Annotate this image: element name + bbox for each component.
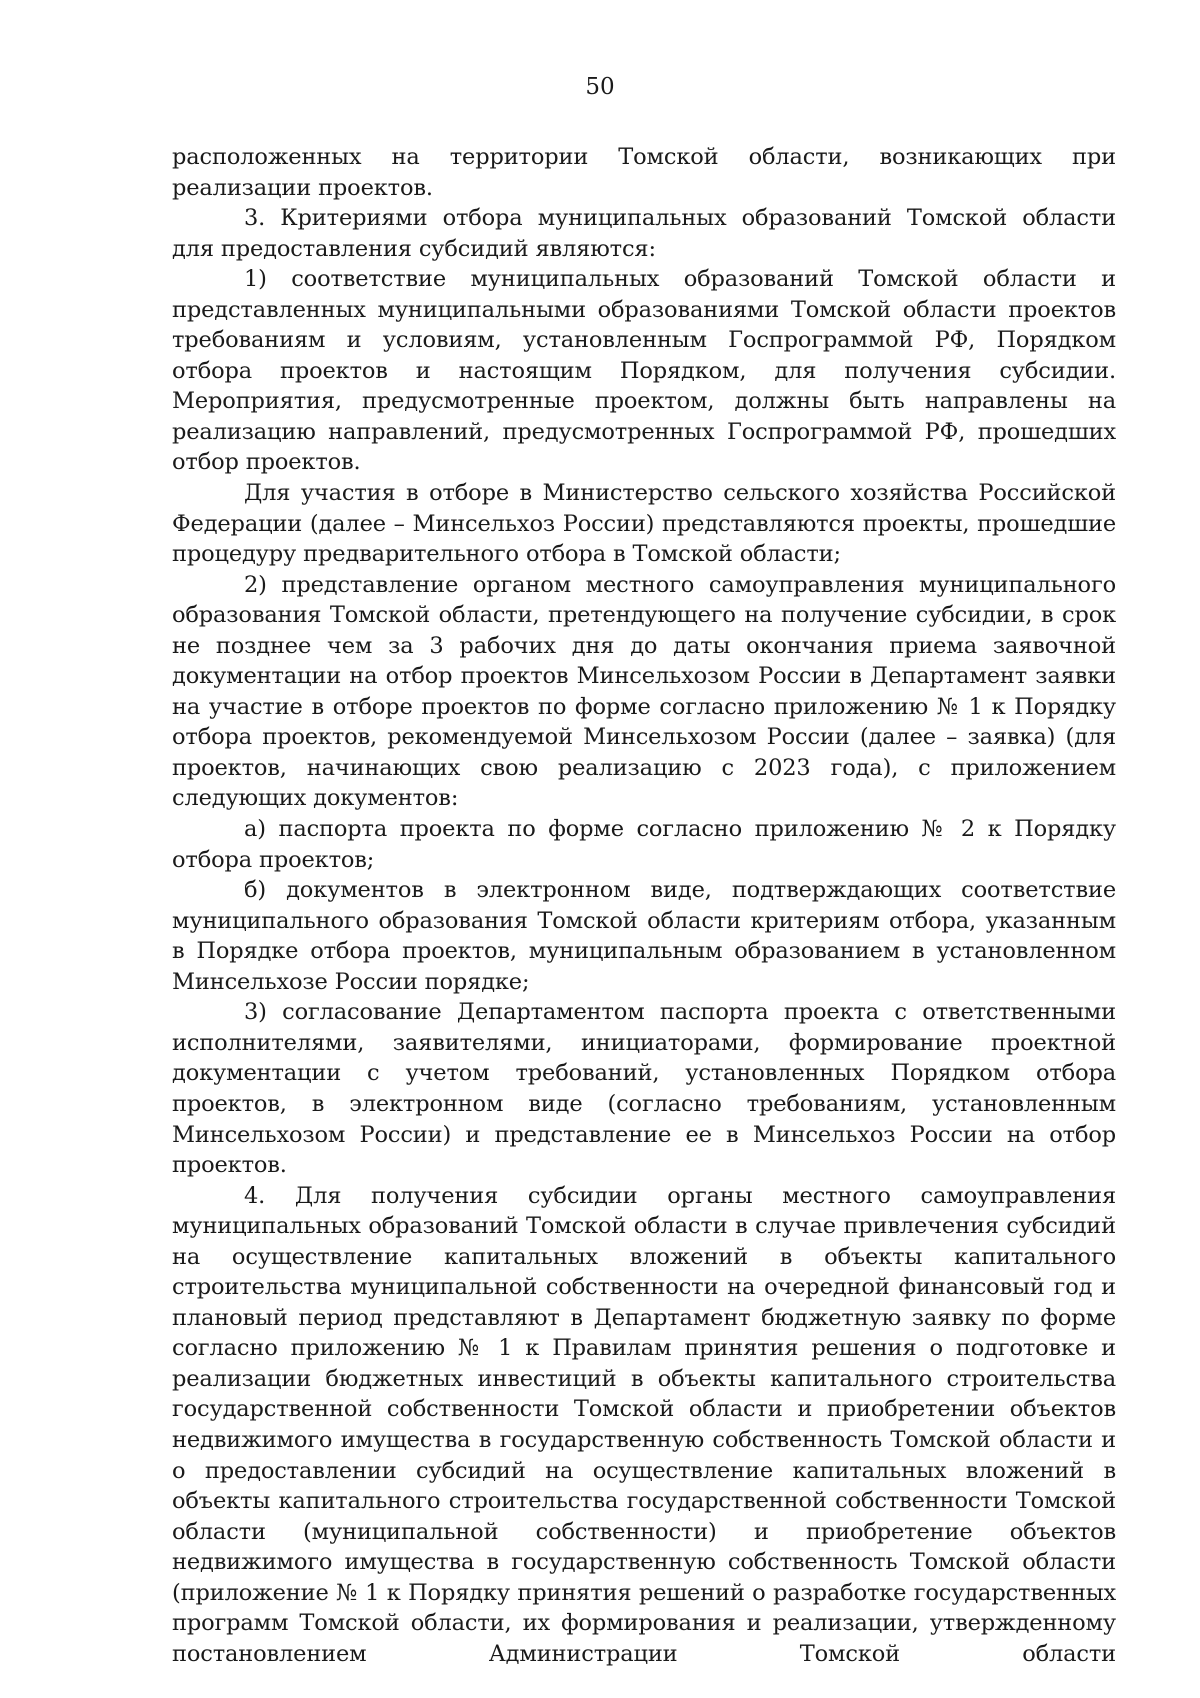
paragraph-item-3-criteria: 3. Критериями отбора муниципальных образований Томской области для предоставления субсидий являются: [172,205,1116,262]
paragraph-item-4-budget-request: 4. Для получения субсидии органы местного самоуправления муниципальных образований Томской области в случае привлечения субсидий на осуществление капитальных вложений в объекты капитального строительства муниципальной собственности на очередной финансовый год и плановый период представляют в Департамент бюджетную заявку по форме согласно приложению № 1 к Правилам принятия решения о подготовке и реализации бюджетных инвестиций в объекты капитального строительства государственной собственности Томской области и приобретении объектов недвижимого имущества в государственную собственность Томской области и о предоставлении субсидий на осуществление капитальных вложений в объекты капитального строительства государственной собственности Томской области (муниципальной собственности) и приобретение объектов недвижимого имущества в государственную собственность Томской области (приложение № 1 к Порядку принятия решений о разработке государственных программ Томской области, их формирования и реализации, утвержденному постановлением Администрации Томской области [172,1182,1116,1667]
paragraph-subitem-a-passport: а) паспорта проекта по форме согласно приложению № 2 к Порядку отбора проектов; [172,816,1116,873]
paragraph-participation: Для участия в отборе в Министерство сельского хозяйства Российской Федерации (далее – Минсельхоз России) представляются проекты, прошедшие процедуру предварительного отбора в Томской области; [172,480,1116,568]
paragraph-subitem-2-submission: 2) представление органом местного самоуправления муниципального образования Томской области, претендующего на получение субсидии, в срок не позднее чем за 3 рабочих дня до даты окончания приема заявочной документации на отбор проектов Минсельхозом России в Департамент заявки на участие в отборе проектов по форме согласно приложению № 1 к Порядку отбора проектов, рекомендуемой Минсельхозом России (далее – заявка) (для проектов, начинающих свою реализацию с 2023 года), с приложением следующих документов: [172,571,1116,812]
paragraph-subitem-1-compliance: 1) соответствие муниципальных образований Томской области и представленных муниципальными образованиями Томской области проектов требованиям и условиям, установленным Госпрограммой РФ, Порядком отбора проектов и настоящим Порядком, для получения субсидии. Мероприятия, предусмотренные проектом, должны быть направлены на реализацию направлений, предусмотренных Госпрограммой РФ, прошедших отбор проектов. [172,266,1116,476]
paragraph-continuation: расположенных на территории Томской области, возникающих при реализации проектов. [172,144,1116,201]
page-number: 50 [585,74,615,100]
document-body [172,142,1116,1669]
paragraph-subitem-3-approval: 3) согласование Департаментом паспорта проекта с ответственными исполнителями, заявителями, инициаторами, формирование проектной документации с учетом требований, установленных Порядком отбора проектов, в электронном виде (согласно требованиям, установленным Минсельхозом России) и представление ее в Минсельхоз России на отбор проектов. [172,999,1116,1179]
paragraph-subitem-b-documents: б) документов в электронном виде, подтверждающих соответствие муниципального образования Томской области критериям отбора, указанным в Порядке отбора проектов, муниципальным образованием в установленном Минсельхозе России порядке; [172,877,1116,995]
